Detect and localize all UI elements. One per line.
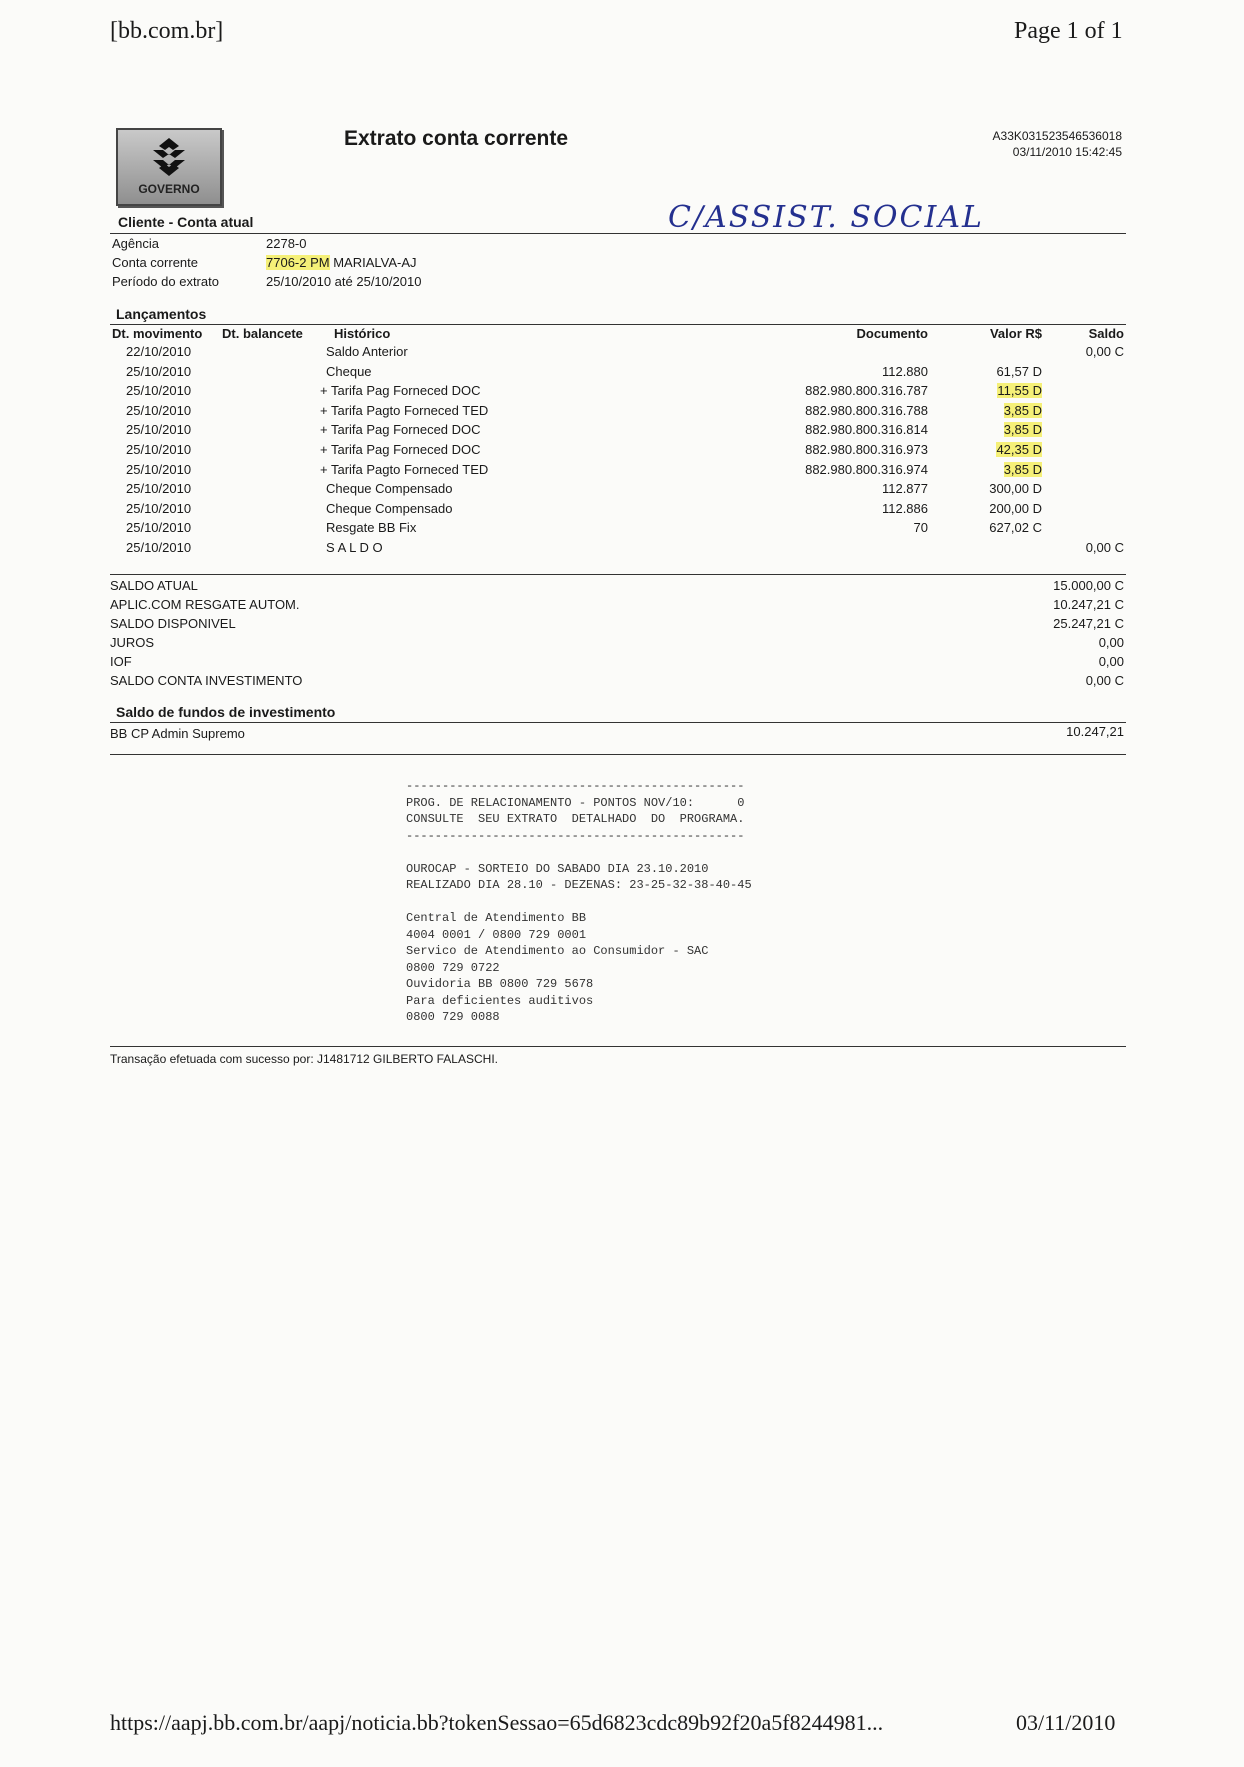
col-header-documento: Documento	[856, 326, 928, 341]
row-date: 25/10/2010	[126, 540, 192, 555]
document-id: A33K031523546536018	[992, 129, 1122, 143]
row-valor: 300,00 D	[989, 481, 1042, 497]
conta-name: MARIALVA-AJ	[329, 255, 417, 270]
summary-row	[0, 616, 1244, 635]
valor-highlight: 42,35 D	[996, 442, 1042, 457]
table-row	[0, 540, 1244, 559]
lancamentos-section-title: Lançamentos	[116, 306, 207, 322]
table-row	[0, 501, 1244, 520]
summary-label: SALDO ATUAL	[110, 578, 198, 593]
row-valor	[950, 403, 1042, 418]
row-date: 25/10/2010	[126, 442, 192, 457]
document-id-block	[900, 128, 1122, 160]
row-historico: + Tarifa Pagto Forneced TED	[320, 402, 489, 418]
summary-value: 10.247,21 C	[1053, 597, 1124, 612]
table-row	[0, 442, 1244, 461]
table-row	[0, 344, 1244, 363]
col-header-historico: Histórico	[334, 326, 391, 341]
table-row	[0, 383, 1244, 402]
summary-divider	[110, 574, 1126, 575]
row-historico: + Tarifa Pag Forneced DOC	[320, 442, 481, 457]
agencia-value: 2278-0	[266, 236, 307, 251]
valor-highlight: 11,55 D	[997, 383, 1042, 399]
row-valor	[950, 442, 1042, 457]
col-header-dt-movimento: Dt. movimento	[112, 326, 203, 341]
summary-value: 0,00	[1098, 654, 1124, 669]
conta-label: Conta corrente	[112, 255, 198, 270]
summary-row	[0, 673, 1244, 692]
fundos-bottom-divider	[110, 754, 1126, 755]
valor-highlight: 3,85 D	[1003, 422, 1042, 438]
summary-row	[0, 654, 1244, 673]
fundo-value: 10.247,21	[1066, 724, 1124, 739]
summary-label: SALDO CONTA INVESTIMENTO	[110, 673, 303, 688]
row-date: 25/10/2010	[126, 461, 192, 477]
summary-value: 25.247,21 C	[1053, 616, 1124, 631]
periodo-label: Período do extrato	[112, 274, 219, 289]
summary-label: IOF	[110, 654, 132, 669]
row-date: 25/10/2010	[126, 520, 192, 536]
logo-label: GOVERNO	[138, 182, 200, 196]
row-documento: 112.877	[881, 481, 928, 497]
handwritten-note: C/ASSIST. SOCIAL	[668, 200, 984, 235]
row-date: 25/10/2010	[126, 481, 192, 497]
periodo-value: 25/10/2010 até 25/10/2010	[266, 274, 422, 289]
bank-logo	[116, 128, 222, 206]
fundos-divider	[110, 722, 1126, 723]
row-date: 25/10/2010	[126, 500, 192, 516]
fundo-name: BB CP Admin Supremo	[110, 726, 245, 741]
row-saldo: 0,00 C	[1085, 344, 1124, 359]
row-historico: + Tarifa Pag Forneced DOC	[320, 422, 481, 438]
row-documento: 882.980.800.316.814	[805, 422, 928, 438]
row-historico: Resgate BB Fix	[326, 520, 417, 536]
row-historico: Cheque Compensado	[326, 500, 453, 516]
row-date: 25/10/2010	[126, 422, 192, 438]
table-row	[0, 403, 1244, 422]
col-header-saldo: Saldo	[1088, 326, 1124, 341]
summary-row	[0, 578, 1244, 597]
valor-highlight: 3,85 D	[1003, 402, 1042, 418]
row-historico: + Tarifa Pag Forneced DOC	[320, 383, 481, 399]
conta-number-highlight: 7706-2 PM	[266, 255, 330, 270]
valor-highlight: 3,85 D	[1003, 461, 1042, 477]
lancamentos-divider	[110, 324, 1126, 325]
row-saldo: 0,00 C	[1085, 540, 1124, 555]
row-documento: 70	[913, 520, 928, 536]
summary-row	[0, 635, 1244, 654]
agencia-label: Agência	[112, 236, 159, 251]
col-header-valor: Valor R$	[989, 326, 1042, 341]
row-valor	[950, 462, 1042, 477]
table-row	[0, 520, 1244, 539]
document-datetime: 03/11/2010 15:42:45	[1012, 145, 1122, 159]
table-row	[0, 481, 1244, 500]
summary-label: APLIC.COM RESGATE AUTOM.	[110, 597, 300, 612]
row-documento: 882.980.800.316.974	[805, 461, 928, 477]
summary-value: 0,00 C	[1085, 673, 1124, 688]
row-documento: 882.980.800.316.788	[805, 402, 928, 418]
row-documento: 882.980.800.316.787	[805, 383, 928, 399]
site-header: [bb.com.br]	[110, 18, 224, 44]
summary-label: JUROS	[110, 635, 155, 650]
client-divider	[110, 233, 1126, 234]
bb-logo-icon	[145, 136, 193, 178]
col-header-dt-balancete: Dt. balancete	[222, 326, 303, 341]
row-valor: 61,57 D	[996, 363, 1042, 379]
row-date: 25/10/2010	[126, 383, 192, 399]
row-valor	[950, 422, 1042, 437]
table-row	[0, 364, 1244, 383]
fundos-section-title: Saldo de fundos de investimento	[116, 704, 336, 720]
summary-row	[0, 597, 1244, 616]
row-historico: Cheque	[326, 363, 372, 379]
client-section-title: Cliente - Conta atual	[118, 214, 254, 230]
row-documento: 882.980.800.316.973	[805, 442, 928, 457]
program-notes: ----------------------------------------------- PROG. DE RELACIONAMENTO - PONTOS NOV/10: 0 CONSULTE SEU EXTRATO DETALHADO DO PROGRAMA. ----------------------------------------------- OUROCAP - SORTEIO DO SABADO DIA 23.10.2010 REALIZADO DIA 28.10 - DEZENAS: 23-25-32-38-40-45 Central de Atendimento BB 4004 0001 / 0800 729 0001 Servico de Atendimento ao Consumidor - SAC 0800 729 0722 Ouvidoria BB 0800 729 5678 Para deficientes auditivos 0800 729 0088	[406, 779, 752, 1024]
transaction-footer: Transação efetuada com sucesso por: J1481712 GILBERTO FALASCHI.	[110, 1052, 498, 1066]
summary-value: 15.000,00 C	[1053, 578, 1124, 593]
row-historico: Cheque Compensado	[326, 481, 453, 497]
footer-divider	[110, 1046, 1126, 1047]
row-date: 25/10/2010	[126, 402, 192, 418]
table-row	[0, 422, 1244, 441]
row-date: 25/10/2010	[126, 363, 192, 379]
row-date: 22/10/2010	[126, 344, 192, 359]
row-historico: + Tarifa Pagto Forneced TED	[320, 461, 489, 477]
row-documento: 112.880	[881, 363, 928, 379]
row-historico: Saldo Anterior	[326, 344, 408, 359]
row-valor	[950, 383, 1042, 398]
conta-value	[266, 255, 417, 270]
table-row	[0, 462, 1244, 481]
row-valor: 627,02 C	[989, 520, 1042, 536]
row-historico: S A L D O	[326, 540, 383, 555]
document-title: Extrato conta corrente	[344, 127, 569, 150]
page-number: Page 1 of 1	[1014, 18, 1123, 44]
footer-url[interactable]: https://aapj.bb.com.br/aapj/noticia.bb?tokenSessao=65d6823cdc89b92f20a5f8244981...	[110, 1710, 884, 1735]
row-valor: 200,00 D	[989, 500, 1042, 516]
footer-date: 03/11/2010	[1016, 1710, 1116, 1735]
summary-value: 0,00	[1098, 635, 1124, 650]
row-documento: 112.886	[881, 500, 928, 516]
summary-label: SALDO DISPONIVEL	[110, 616, 236, 631]
